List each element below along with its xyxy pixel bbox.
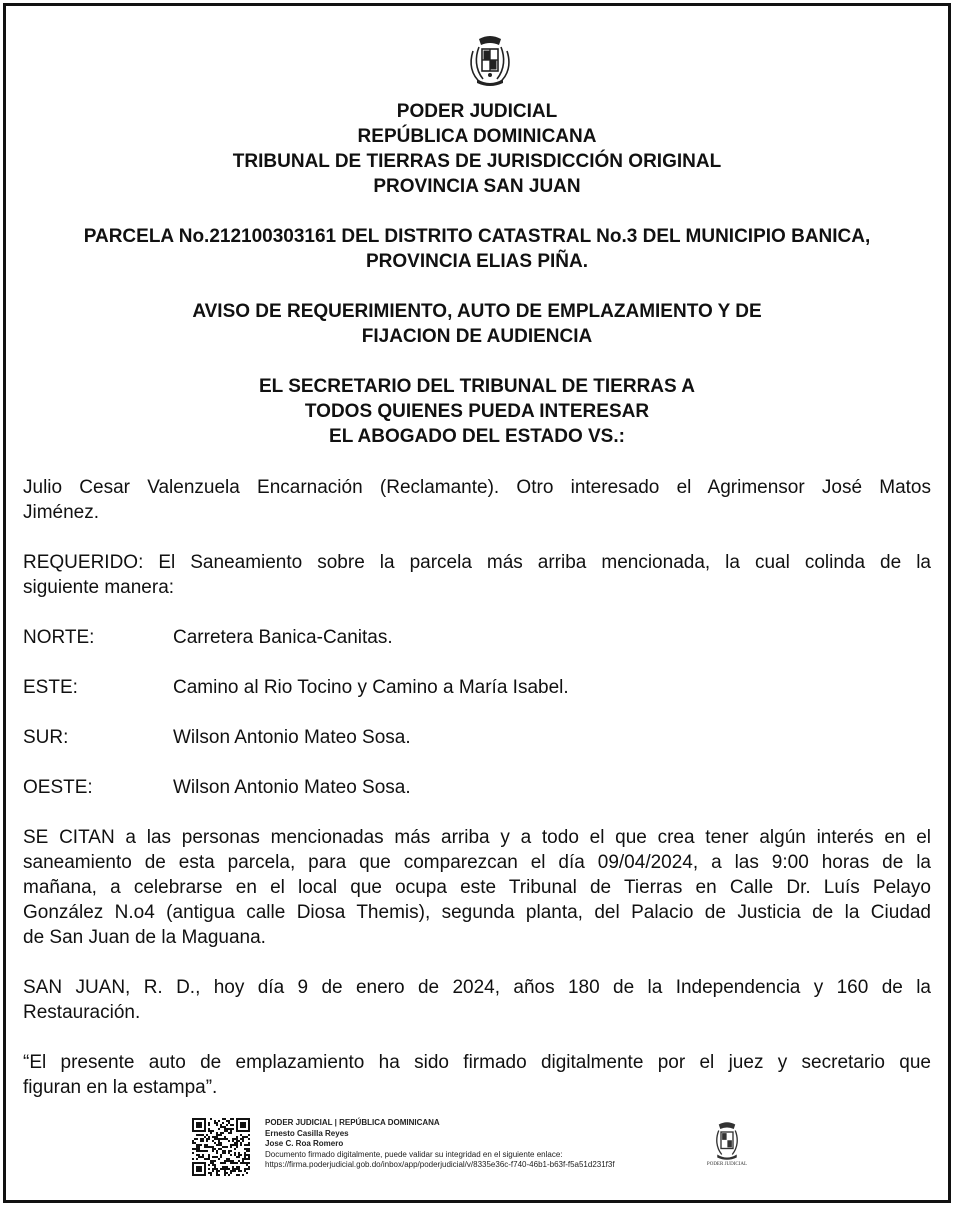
paragraph-line: siguiente manera: [23,577,175,598]
stamp-signer: Ernesto Casilla Reyes [265,1128,349,1138]
boundary-direction: ESTE: [23,677,78,698]
header-line: TRIBUNAL DE TIERRAS DE JURISDICCIÓN ORIGINAL [232,151,722,172]
notice-title [23,299,931,349]
paragraph-line: SE CITAN a las personas mencionadas más arriba y a todo el que crea tener algún interés en el [23,827,931,848]
summons-paragraph [23,825,931,950]
paragraph-line: de San Juan de la Maguana. [23,927,266,948]
header-line: PROVINCIA SAN JUAN [373,176,581,197]
paragraph-line: REQUERIDO: El Saneamiento sobre la parcela más arriba mencionada, la cual colinda de la [23,552,931,573]
parties-paragraph [23,475,931,525]
parcel-line: PROVINCIA ELIAS PIÑA. [365,251,589,272]
validation-link[interactable]: https://firma.poderjudicial.gob.do/inbox/app/poderjudicial/v/8335e36c-f740-46b1-b63f-f5a51d231f3f [265,1160,615,1169]
document-frame [3,3,951,1203]
addressees-line: EL SECRETARIO DEL TRIBUNAL DE TIERRAS A [259,376,695,397]
boundary-direction: SUR: [23,727,69,748]
notice-title-line: FIJACION DE AUDIENCIA [361,326,593,347]
header-line: PODER JUDICIAL [396,101,558,122]
boundary-value: Wilson Antonio Mateo Sosa. [173,727,411,748]
paragraph-line: González N.o4 (antigua calle Diosa Themis), segunda planta, del Palacio de Justicia de la Ciudad [23,902,931,923]
stamp-note: Documento firmado digitalmente, puede validar su integridad en el siguiente enlace: [265,1149,563,1159]
paragraph-line: Jiménez. [23,502,100,523]
addressees-heading [23,374,931,449]
addressees-line: TODOS QUIENES PUEDA INTERESAR [304,401,650,422]
paragraph-line: mañana, a celebrarse en el local que ocupa este Tribunal de Tierras en Calle Dr. Luís Pelayo [23,877,931,898]
boundary-direction: NORTE: [23,627,95,648]
parcel-line: PARCELA No.212100303161 DEL DISTRITO CATASTRAL No.3 DEL MUNICIPIO BANICA, [83,226,871,247]
digital-signature-stamp [23,1114,931,1184]
boundary-value: Wilson Antonio Mateo Sosa. [173,777,411,798]
stamp-signer: Jose C. Roa Romero [265,1139,344,1148]
stamp-institution: PODER JUDICIAL | REPÚBLICA DOMINICANA [265,1118,440,1127]
header-line: REPÚBLICA DOMINICANA [357,126,597,147]
paragraph-line: saneamiento de esta parcela, para que comparezcan el día 09/04/2024, a las 9:00 horas de la [23,852,931,873]
paragraph-line: figuran en la estampa”. [23,1077,218,1098]
paragraph-line: Julio Cesar Valenzuela Encarnación (Reclamante). Otro interesado el Agrimensor José Matos [23,477,931,498]
dated-paragraph [23,975,931,1025]
paragraph-line: SAN JUAN, R. D., hoy día 9 de enero de 2024, años 180 de la Independencia y 160 de la [23,977,931,998]
paragraph-line: “El presente auto de emplazamiento ha sido firmado digitalmente por el juez y secretario que [23,1052,931,1073]
signature-note-paragraph [23,1050,931,1100]
qr-code-icon[interactable] [192,1118,250,1176]
addressees-line: EL ABOGADO DEL ESTADO VS.: [329,426,625,447]
requested-paragraph [23,550,931,600]
signature-details [265,1118,705,1171]
boundary-direction: OESTE: [23,777,93,798]
coat-of-arms-icon [463,33,517,89]
boundary-value: Carretera Banica-Canitas. [173,627,393,648]
coat-of-arms-icon [705,1120,749,1174]
court-header [23,99,931,199]
boundary-value: Camino al Rio Tocino y Camino a María Isabel. [173,677,569,698]
seal-caption: PODER JUDICIAL [706,1162,748,1167]
paragraph-line: Restauración. [23,1002,141,1023]
notice-title-line: AVISO DE REQUERIMIENTO, AUTO DE EMPLAZAMIENTO Y DE [192,301,762,322]
parcel-heading [23,224,931,274]
